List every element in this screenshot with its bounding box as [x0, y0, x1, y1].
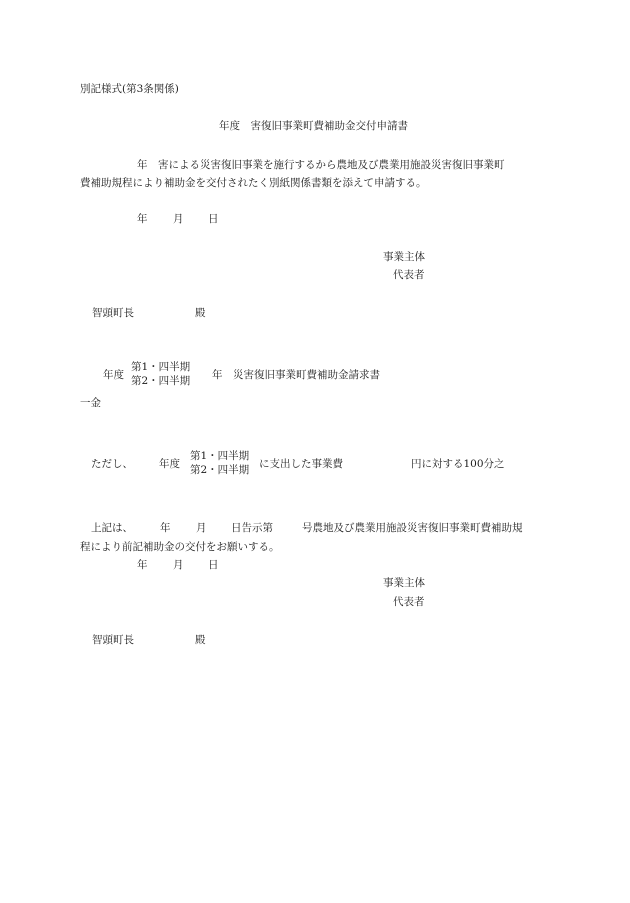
- application-date-year: 年: [137, 213, 148, 225]
- claim-fiscal-year: 年度: [103, 369, 124, 381]
- proviso-fiscal-year: 年度: [159, 458, 180, 470]
- claim-quarter1: 第1・四半期: [131, 361, 191, 373]
- application-entity-label: 事業主体: [383, 251, 425, 263]
- claim-representative-label: 代表者: [393, 596, 425, 608]
- proviso-expense-label: に支出した事業費: [259, 458, 343, 470]
- reference-rest: 号農地及び農業用施設災害復旧事業町費補助規: [302, 522, 523, 534]
- claim-quarter2: 第2・四半期: [131, 375, 191, 387]
- proviso-lead: ただし、: [91, 458, 133, 470]
- proviso-quarter2: 第2・四半期: [190, 464, 250, 476]
- application-honorific: 殿: [195, 307, 206, 319]
- reference-notice: 日告示第: [231, 522, 273, 534]
- application-addressee: 智頭町長: [92, 307, 134, 319]
- claim-quarter-options: [131, 360, 190, 388]
- reference-month: 月: [196, 522, 207, 534]
- proviso-ratio-label: 円に対する100分之: [411, 458, 505, 470]
- claim-addressee: 智頭町長: [92, 634, 134, 646]
- reference-year: 年: [160, 522, 171, 534]
- application-body-line2: 費補助規程により補助金を交付されたく別紙関係書類を添えて申請する。: [80, 177, 427, 189]
- claim-amount-label: 一金: [80, 397, 101, 409]
- reference-lead: 上記は、: [91, 522, 133, 534]
- claim-date-day: 日: [208, 559, 219, 571]
- claim-honorific: 殿: [195, 634, 206, 646]
- form-reference: 別記様式(第3条関係): [80, 83, 179, 95]
- proviso-quarter1: 第1・四半期: [190, 450, 250, 462]
- claim-date-month: 月: [173, 559, 184, 571]
- application-body-line1: 年 害による災害復旧事業を施行するから農地及び農業用施設災害復旧事業町: [137, 159, 505, 171]
- proviso-quarter-options: [190, 449, 249, 477]
- application-date-day: 日: [208, 213, 219, 225]
- claim-entity-label: 事業主体: [383, 577, 425, 589]
- reference-line2: 程により前記補助金の交付をお願いする。: [80, 541, 280, 553]
- application-date-month: 月: [173, 213, 184, 225]
- claim-title: 年 災害復旧事業町費補助金請求書: [212, 369, 380, 381]
- claim-date-year: 年: [137, 559, 148, 571]
- form-title: 年度 害復旧事業町費補助金交付申請書: [219, 120, 408, 132]
- application-representative-label: 代表者: [393, 269, 425, 281]
